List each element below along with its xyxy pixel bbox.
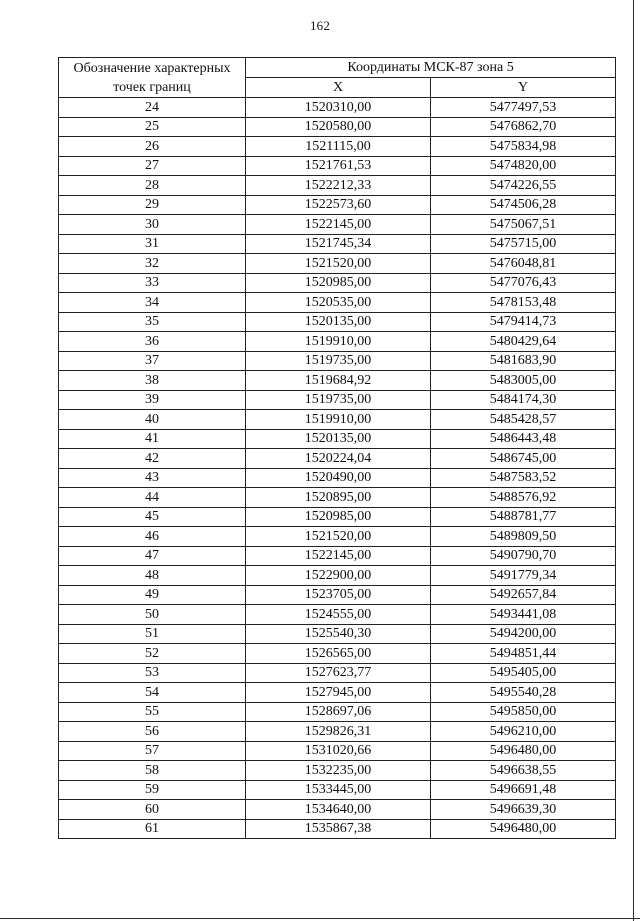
- table-row: [59, 741, 616, 761]
- y-coordinate-cell: 5496638,55: [431, 761, 616, 781]
- table-row: [59, 449, 616, 469]
- point-number-cell: 60: [59, 800, 246, 820]
- table-row: [59, 683, 616, 703]
- x-coordinate-cell: 1520985,00: [246, 273, 431, 293]
- y-column-header: Y: [431, 78, 616, 98]
- y-coordinate-cell: 5496210,00: [431, 722, 616, 742]
- point-number-cell: 34: [59, 293, 246, 313]
- point-number-cell: 43: [59, 468, 246, 488]
- table-row: [59, 800, 616, 820]
- x-coordinate-cell: 1520535,00: [246, 293, 431, 313]
- table-row: [59, 156, 616, 176]
- x-column-header: X: [246, 78, 431, 98]
- point-number-cell: 33: [59, 273, 246, 293]
- point-number-cell: 56: [59, 722, 246, 742]
- table-row: [59, 215, 616, 235]
- y-coordinate-cell: 5488781,77: [431, 507, 616, 527]
- y-coordinate-cell: 5474226,55: [431, 176, 616, 196]
- x-coordinate-cell: 1522145,00: [246, 215, 431, 235]
- y-coordinate-cell: 5475067,51: [431, 215, 616, 235]
- point-number-cell: 35: [59, 312, 246, 332]
- table-row: [59, 195, 616, 215]
- point-number-cell: 54: [59, 683, 246, 703]
- table-row: [59, 761, 616, 781]
- point-number-cell: 58: [59, 761, 246, 781]
- table-row: [59, 644, 616, 664]
- point-number-cell: 55: [59, 702, 246, 722]
- x-coordinate-cell: 1528697,06: [246, 702, 431, 722]
- point-number-cell: 53: [59, 663, 246, 683]
- x-coordinate-cell: 1520310,00: [246, 98, 431, 118]
- point-label-header: [59, 58, 246, 98]
- x-coordinate-cell: 1521520,00: [246, 527, 431, 547]
- table-row: [59, 507, 616, 527]
- x-coordinate-cell: 1520135,00: [246, 429, 431, 449]
- point-number-cell: 26: [59, 137, 246, 157]
- x-coordinate-cell: 1531020,66: [246, 741, 431, 761]
- table-row: [59, 702, 616, 722]
- x-coordinate-cell: 1521761,53: [246, 156, 431, 176]
- point-number-cell: 31: [59, 234, 246, 254]
- coords-title-header: Координаты МСК-87 зона 5: [246, 58, 616, 78]
- y-coordinate-cell: 5480429,64: [431, 332, 616, 352]
- point-number-cell: 32: [59, 254, 246, 274]
- x-coordinate-cell: 1533445,00: [246, 780, 431, 800]
- y-coordinate-cell: 5494851,44: [431, 644, 616, 664]
- table-row: [59, 117, 616, 137]
- x-coordinate-cell: 1521115,00: [246, 137, 431, 157]
- y-coordinate-cell: 5487583,52: [431, 468, 616, 488]
- y-coordinate-cell: 5476862,70: [431, 117, 616, 137]
- point-number-cell: 50: [59, 605, 246, 625]
- x-coordinate-cell: 1523705,00: [246, 585, 431, 605]
- point-number-cell: 48: [59, 566, 246, 586]
- y-coordinate-cell: 5477076,43: [431, 273, 616, 293]
- table-row: [59, 410, 616, 430]
- y-coordinate-cell: 5496480,00: [431, 741, 616, 761]
- point-number-cell: 39: [59, 390, 246, 410]
- table-header: [59, 58, 616, 98]
- y-coordinate-cell: 5489809,50: [431, 527, 616, 547]
- x-coordinate-cell: 1520224,04: [246, 449, 431, 469]
- y-coordinate-cell: 5493441,08: [431, 605, 616, 625]
- y-coordinate-cell: 5475834,98: [431, 137, 616, 157]
- x-coordinate-cell: 1522900,00: [246, 566, 431, 586]
- table-row: [59, 371, 616, 391]
- point-number-cell: 25: [59, 117, 246, 137]
- y-coordinate-cell: 5474820,00: [431, 156, 616, 176]
- table-body: [59, 98, 616, 839]
- x-coordinate-cell: 1519735,00: [246, 390, 431, 410]
- point-number-cell: 46: [59, 527, 246, 547]
- point-number-cell: 51: [59, 624, 246, 644]
- y-coordinate-cell: 5486745,00: [431, 449, 616, 469]
- point-number-cell: 49: [59, 585, 246, 605]
- table-row: [59, 351, 616, 371]
- table-row: [59, 468, 616, 488]
- point-number-cell: 47: [59, 546, 246, 566]
- page-number: 162: [309, 18, 331, 33]
- y-coordinate-cell: 5477497,53: [431, 98, 616, 118]
- x-coordinate-cell: 1524555,00: [246, 605, 431, 625]
- y-coordinate-cell: 5474506,28: [431, 195, 616, 215]
- y-coordinate-cell: 5479414,73: [431, 312, 616, 332]
- y-coordinate-cell: 5485428,57: [431, 410, 616, 430]
- x-coordinate-cell: 1519684,92: [246, 371, 431, 391]
- x-coordinate-cell: 1522212,33: [246, 176, 431, 196]
- table-row: [59, 254, 616, 274]
- x-coordinate-cell: 1520580,00: [246, 117, 431, 137]
- table-row: [59, 819, 616, 839]
- table-row: [59, 332, 616, 352]
- point-number-cell: 41: [59, 429, 246, 449]
- x-coordinate-cell: 1519735,00: [246, 351, 431, 371]
- table-row: [59, 527, 616, 547]
- point-number-cell: 29: [59, 195, 246, 215]
- point-number-cell: 45: [59, 507, 246, 527]
- point-number-cell: 44: [59, 488, 246, 508]
- y-coordinate-cell: 5475715,00: [431, 234, 616, 254]
- x-coordinate-cell: 1520490,00: [246, 468, 431, 488]
- x-coordinate-cell: 1520985,00: [246, 507, 431, 527]
- point-number-cell: 57: [59, 741, 246, 761]
- y-coordinate-cell: 5496480,00: [431, 819, 616, 839]
- x-coordinate-cell: 1527945,00: [246, 683, 431, 703]
- scan-edge-right: [633, 0, 634, 921]
- y-coordinate-cell: 5478153,48: [431, 293, 616, 313]
- x-coordinate-cell: 1526565,00: [246, 644, 431, 664]
- y-coordinate-cell: 5495540,28: [431, 683, 616, 703]
- table-row: [59, 605, 616, 625]
- point-number-cell: 28: [59, 176, 246, 196]
- table-row: [59, 98, 616, 118]
- y-coordinate-cell: 5491779,34: [431, 566, 616, 586]
- table-row: [59, 293, 616, 313]
- point-number-cell: 37: [59, 351, 246, 371]
- y-coordinate-cell: 5486443,48: [431, 429, 616, 449]
- x-coordinate-cell: 1520135,00: [246, 312, 431, 332]
- table-header-row: [59, 58, 616, 78]
- table-row: [59, 137, 616, 157]
- table-row: [59, 624, 616, 644]
- y-coordinate-cell: 5495405,00: [431, 663, 616, 683]
- x-coordinate-cell: 1521745,34: [246, 234, 431, 254]
- table-row: [59, 429, 616, 449]
- x-coordinate-cell: 1520895,00: [246, 488, 431, 508]
- x-coordinate-cell: 1522573,60: [246, 195, 431, 215]
- point-number-cell: 40: [59, 410, 246, 430]
- point-number-cell: 52: [59, 644, 246, 664]
- table-row: [59, 488, 616, 508]
- table-row: [59, 663, 616, 683]
- table-row: [59, 312, 616, 332]
- boundary-coordinates-table: [58, 57, 616, 839]
- x-coordinate-cell: 1529826,31: [246, 722, 431, 742]
- point-number-cell: 27: [59, 156, 246, 176]
- x-coordinate-cell: 1522145,00: [246, 546, 431, 566]
- point-number-cell: 59: [59, 780, 246, 800]
- y-coordinate-cell: 5488576,92: [431, 488, 616, 508]
- y-coordinate-cell: 5496639,30: [431, 800, 616, 820]
- table-row: [59, 566, 616, 586]
- x-coordinate-cell: 1519910,00: [246, 332, 431, 352]
- point-number-cell: 38: [59, 371, 246, 391]
- table-row: [59, 585, 616, 605]
- point-number-cell: 30: [59, 215, 246, 235]
- table-row: [59, 390, 616, 410]
- point-number-cell: 61: [59, 819, 246, 839]
- x-coordinate-cell: 1535867,38: [246, 819, 431, 839]
- point-label-line1: Обозначение характерных: [73, 60, 231, 76]
- y-coordinate-cell: 5481683,90: [431, 351, 616, 371]
- y-coordinate-cell: 5496691,48: [431, 780, 616, 800]
- table-row: [59, 176, 616, 196]
- x-coordinate-cell: 1521520,00: [246, 254, 431, 274]
- x-coordinate-cell: 1532235,00: [246, 761, 431, 781]
- y-coordinate-cell: 5484174,30: [431, 390, 616, 410]
- table-row: [59, 722, 616, 742]
- table-row: [59, 234, 616, 254]
- y-coordinate-cell: 5494200,00: [431, 624, 616, 644]
- x-coordinate-cell: 1525540,30: [246, 624, 431, 644]
- scan-edge-bottom: [0, 918, 640, 919]
- y-coordinate-cell: 5495850,00: [431, 702, 616, 722]
- table-row: [59, 273, 616, 293]
- x-coordinate-cell: 1519910,00: [246, 410, 431, 430]
- table-row: [59, 546, 616, 566]
- point-number-cell: 36: [59, 332, 246, 352]
- x-coordinate-cell: 1534640,00: [246, 800, 431, 820]
- x-coordinate-cell: 1527623,77: [246, 663, 431, 683]
- y-coordinate-cell: 5490790,70: [431, 546, 616, 566]
- point-number-cell: 42: [59, 449, 246, 469]
- y-coordinate-cell: 5492657,84: [431, 585, 616, 605]
- table-row: [59, 780, 616, 800]
- point-number-cell: 24: [59, 98, 246, 118]
- y-coordinate-cell: 5476048,81: [431, 254, 616, 274]
- point-label-line2: точек границ: [113, 79, 191, 95]
- y-coordinate-cell: 5483005,00: [431, 371, 616, 391]
